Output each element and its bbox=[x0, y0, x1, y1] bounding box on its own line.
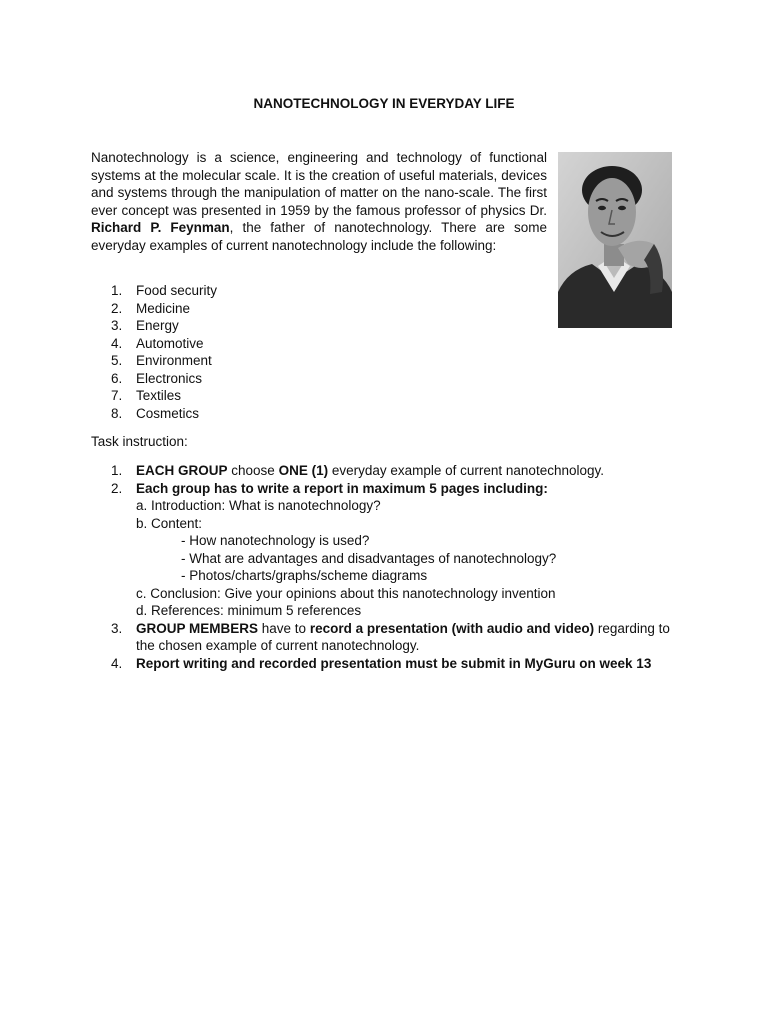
intro-paragraph bbox=[91, 149, 547, 254]
document-title: NANOTECHNOLOGY IN EVERYDAY LIFE bbox=[253, 96, 515, 111]
intro-text-2: , the father of nanotechnology. There are some everyday examples of current nanotechnology include the following: bbox=[91, 220, 548, 253]
task-instruction-label: Task instruction: bbox=[91, 434, 188, 449]
list-item: 6. Electronics bbox=[111, 370, 203, 386]
task-sub-b-item: - How nanotechnology is used? bbox=[181, 533, 370, 548]
task-sub-b-item: - What are advantages and disadvantages of nanotechnology? bbox=[181, 550, 557, 566]
task-item-4: 4. Report writing and recorded presentation must be submit in MyGuru on week 13 bbox=[111, 655, 652, 671]
list-item: 8. Cosmetics bbox=[111, 405, 200, 421]
task-list bbox=[91, 462, 691, 672]
task-item-1: 1. EACH GROUP choose ONE (1) everyday example of current nanotechnology. bbox=[111, 463, 604, 478]
task-sub-d: d. References: minimum 5 references bbox=[136, 603, 362, 618]
list-item: 4. Automotive bbox=[111, 335, 204, 351]
task-sub-a: a. Introduction: What is nanotechnology? bbox=[136, 498, 381, 513]
task-sub-b: b. Content: bbox=[136, 515, 203, 531]
examples-list bbox=[91, 282, 217, 422]
task-item-2: 2. Each group has to write a report in maximum 5 pages including: a. Introduction: What is nanotechnology? b. Content: - How nanotechnology is used? - What are advantages and disadvantages of nanotechnology? - Photos/charts/graphs/scheme diagrams c. Conclusion: Give your opinions about this nanotechnology invention d. References: minimum 5 references bbox=[91, 480, 691, 620]
task-sub-b-item: - Photos/charts/graphs/scheme diagrams bbox=[181, 568, 428, 583]
task-sub-c: c. Conclusion: Give your opinions about this nanotechnology invention bbox=[136, 585, 556, 601]
intro-name: Richard P. Feynman bbox=[91, 220, 230, 235]
list-item: 2. Medicine bbox=[111, 300, 191, 316]
list-item: 5. Environment bbox=[111, 353, 212, 368]
list-item: 1. Food security bbox=[111, 283, 218, 298]
intro-text-1: Nanotechnology is a science, engineering and technology of functional systems at the molecular scale. It is the creation of useful materials, devices and systems through the manipulation of matter on the nano-scale. The first ever concept was presented in 1959 by the famous professor of physics Dr. bbox=[91, 150, 547, 218]
list-item: 7. Textiles bbox=[111, 388, 182, 403]
task-item-3: 3. GROUP MEMBERS have to record a presentation (with audio and video) regarding to the chosen example of current nanotechnology. bbox=[111, 620, 670, 653]
list-item: 3. Energy bbox=[111, 318, 179, 333]
portrait-photo bbox=[558, 152, 672, 328]
